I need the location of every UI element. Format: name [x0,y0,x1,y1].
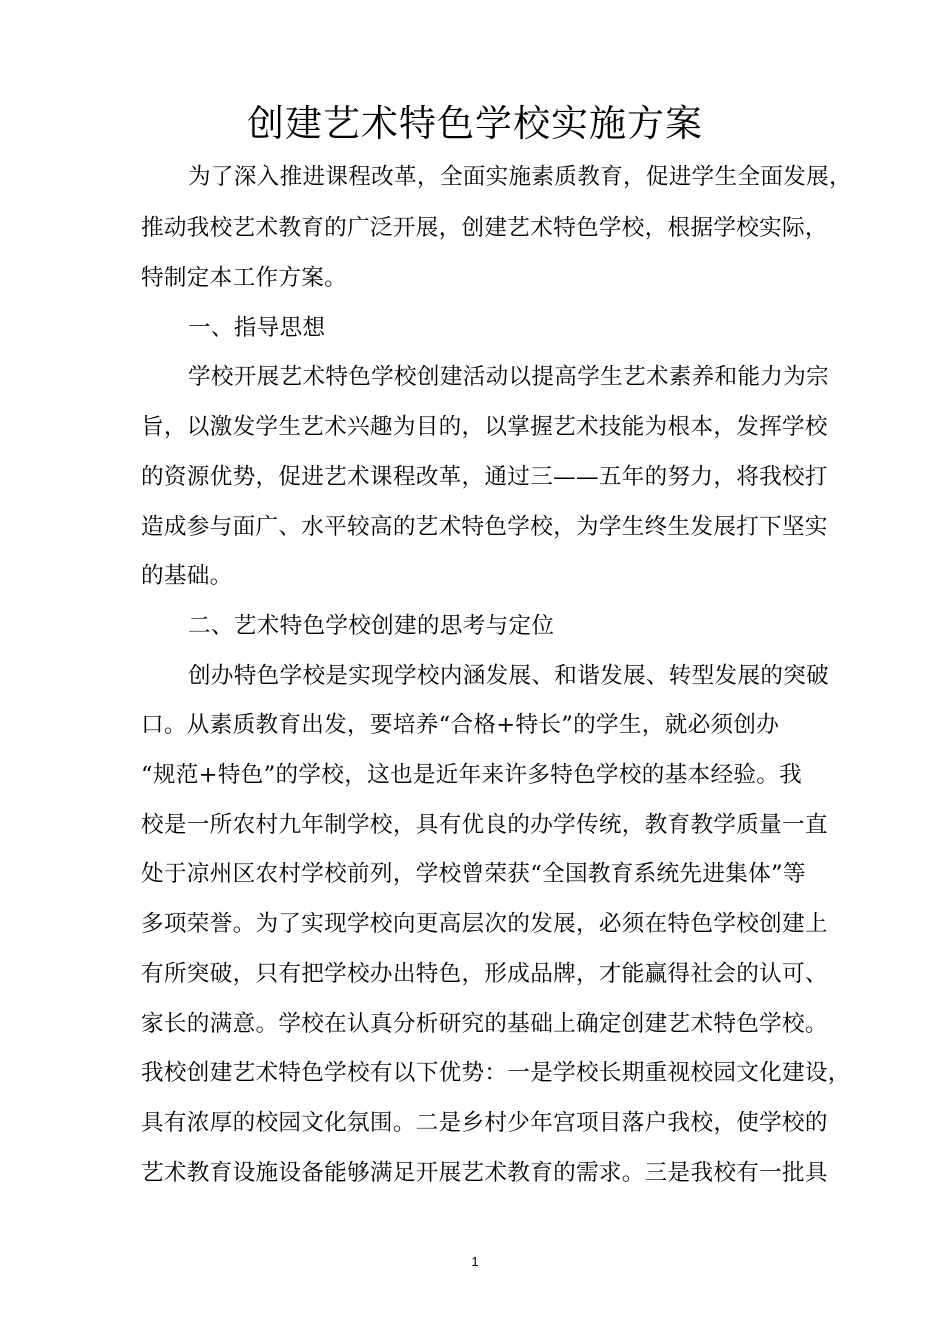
body-line: 的资源优势，促进艺术课程改革，通过三——五年的努力，将我校打 [141,464,828,490]
body-line: 的基础。 [141,563,233,589]
body-line: 多项荣誉。为了实现学校向更高层次的发展，必须在特色学校创建上 [141,911,828,937]
body-line: 造成参与面广、水平较高的艺术特色学校，为学生终生发展打下坚实 [141,514,828,540]
body-line: 创办特色学校是实现学校内涵发展、和谐发展、转型发展的突破 [188,663,830,689]
body-line: 具有浓厚的校园文化氛围。二是乡村少年宫项目落户我校，使学校的 [141,1110,828,1136]
body-line: 处于凉州区农村学校前列，学校曾荣获“全国教育系统先进集体”等 [141,861,806,887]
body-line: 推动我校艺术教育的广泛开展，创建艺术特色学校，根据学校实际， [141,215,828,241]
section-heading: 二、艺术特色学校创建的思考与定位 [188,613,555,639]
section-heading: 一、指导思想 [188,315,326,341]
body-line: 特制定本工作方案。 [141,265,348,291]
body-line: 校是一所农村九年制学校，具有优良的办学传统，教育教学质量一直 [141,812,828,838]
body-line: 学校开展艺术特色学校创建活动以提高学生艺术素养和能力为宗 [188,364,830,390]
body-line: 有所突破，只有把学校办出特色，形成品牌，才能赢得社会的认可、 [141,961,828,987]
page-number: 1 [471,1254,479,1269]
document-title: 创建艺术特色学校实施方案 [247,102,703,145]
body-line: 为了深入推进课程改革，全面实施素质教育，促进学生全面发展， [188,164,852,190]
body-line: 旨，以激发学生艺术兴趣为目的，以掌握艺术技能为根本，发挥学校 [141,414,828,440]
body-line: 家长的满意。学校在认真分析研究的基础上确定创建艺术特色学校。 [141,1011,828,1037]
body-line: “规范+特色”的学校，这也是近年来许多特色学校的基本经验。我 [141,762,803,788]
body-line: 艺术教育设施设备能够满足开展艺术教育的需求。三是我校有一批具 [141,1160,828,1186]
body-line: 我校创建艺术特色学校有以下优势：一是学校长期重视校园文化建设， [141,1060,851,1086]
body-line: 口。从素质教育出发，要培养“合格+特长”的学生，就必须创办 [141,712,780,738]
